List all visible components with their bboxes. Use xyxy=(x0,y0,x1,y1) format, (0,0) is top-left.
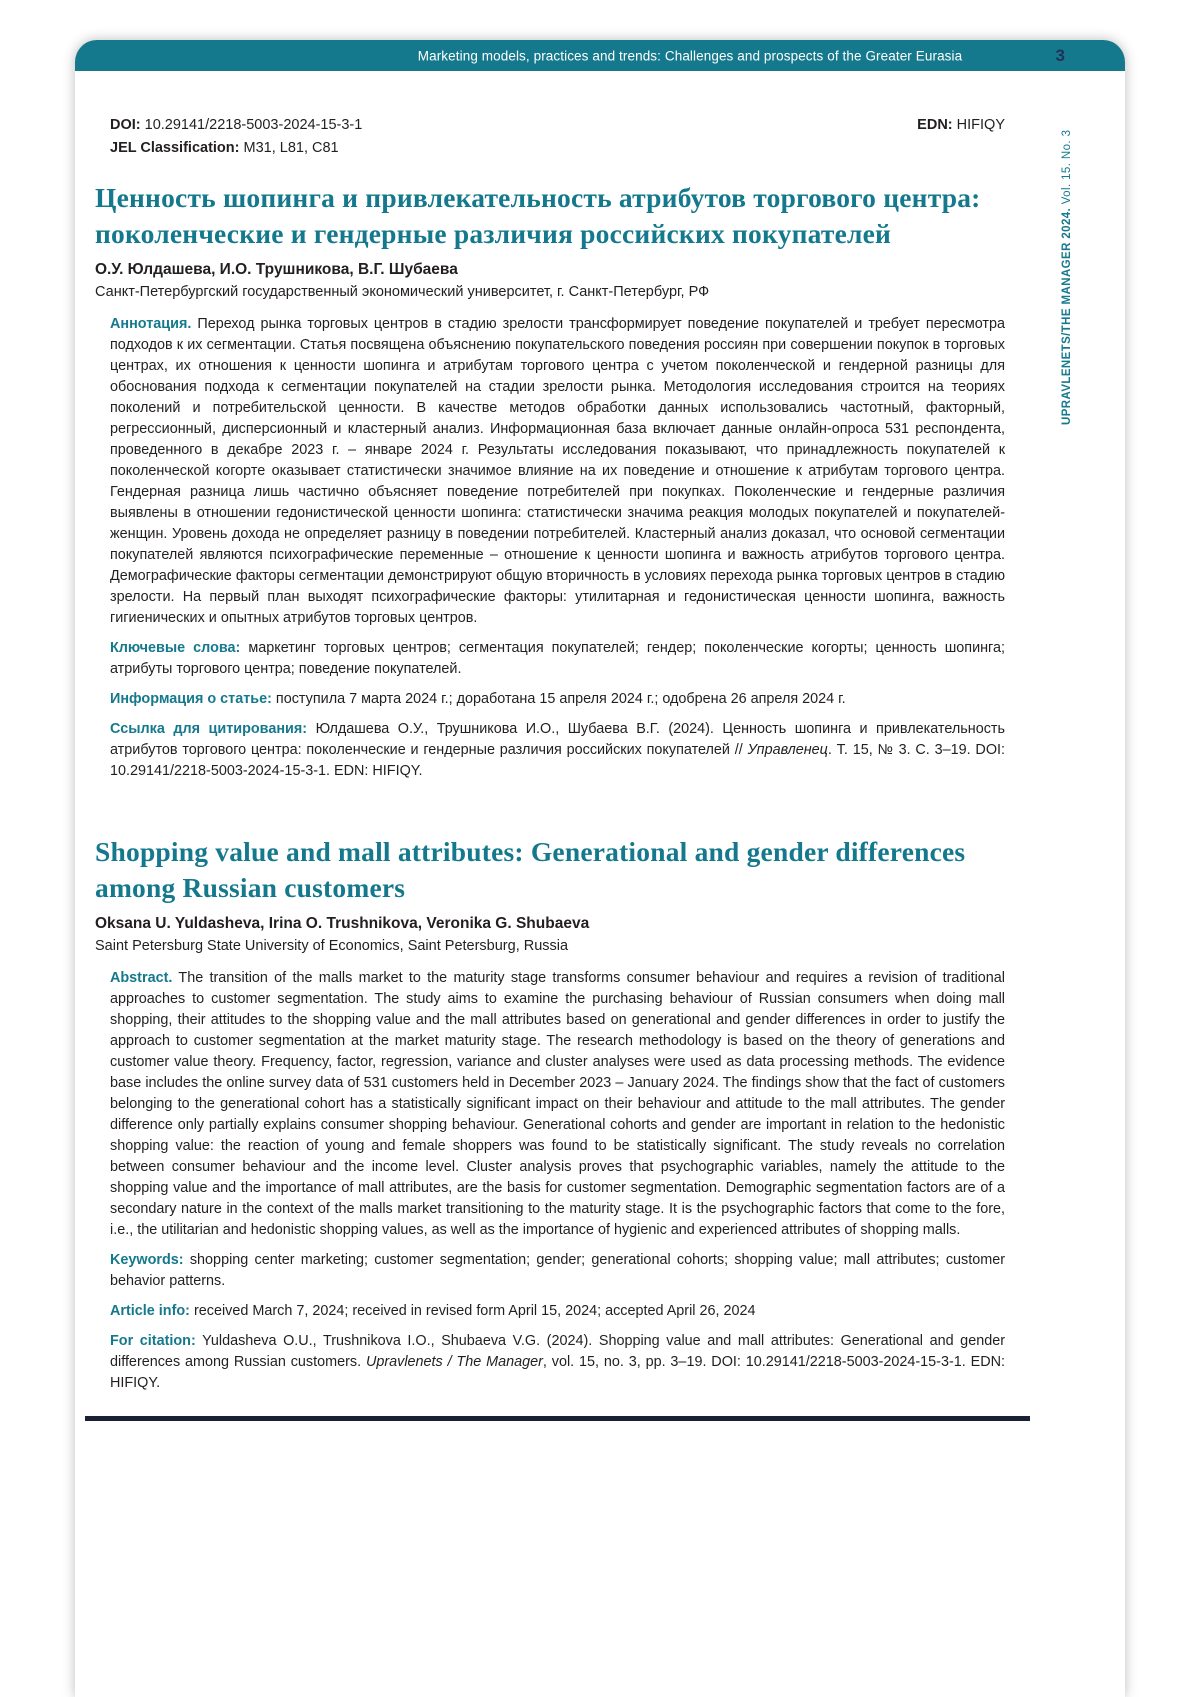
citation-ru-post: . Т. 15, № 3. С. 3–19. DOI: 10.29141/2218-5003-2024-15-3-1. EDN: HIFIQY. xyxy=(110,742,1006,780)
citation-ru-journal: Управленец xyxy=(747,742,828,759)
abstract-ru-label: Аннотация. xyxy=(110,315,192,332)
doi-label: DOI: xyxy=(110,117,141,133)
footer-rule xyxy=(85,1416,1030,1421)
jel-label: JEL Classification: xyxy=(110,140,240,156)
jel-value: M31, L81, C81 xyxy=(243,140,339,156)
keywords-ru-label: Ключевые слова: xyxy=(110,639,241,656)
edn-label: EDN: xyxy=(917,117,953,133)
keywords-en xyxy=(110,1250,1005,1292)
journal-issue: Vol. 15. No. 3 xyxy=(1061,129,1073,208)
citation-en-label: For citation: xyxy=(110,1333,196,1350)
running-head xyxy=(75,40,1125,71)
keywords-ru xyxy=(110,638,1005,680)
authors-ru: О.У. Юлдашева, И.О. Трушникова, В.Г. Шубаева xyxy=(95,260,458,278)
abstract-ru-text: Переход рынка торговых центров в стадию зрелости трансформирует поведение покупателей и требует пересмотра подходов к их сегментации. Статья посвящена объяснению покупательского поведения россиян при совершении покупок в торговых центрах, их отношения к ценности шопинга и атрибутам торгового центра с учетом поколенческой и гендерной разницы для обоснования подхода к сегментации покупателей на стадии зрелости рынка. Методология исследования строится на теориях поколений и потребительской ценности. В качестве методов обработки данных использовались частотный, факторный, регрессионный, дисперсионный и кластерный анализ. Информационная база включает данные онлайн-опроса 531 респондента, проведенного в декабре 2023 г. – январе 2024 г. Результаты исследования показывают, что принадлежность покупателей к поколенческой когорте оказывает статистически значимое влияние на их поведение и отношение к атрибутам торгового центра. Гендерная разница лишь частично объясняет поведение потребителей при покупках. Поколенческие и гендерные различия выявлены в отношении гедонистической ценности шопинга: статистически значима реакция молодых покупателей и покупателей-женщин. Уровень дохода не определяет разницу в поведении потребителей. Кластерный анализ доказал, что основой сегментации покупателей являются психографические переменные – отношение к ценности шопинга и важность атрибутов торгового центра. Демографические факторы сегментации демонстрируют общую вторичность в условиях перехода рынка торговых центров в стадию зрелости. На первый план выходят психографические факторы: утилитарная и гедонистическая ценности шопинга, важность гигиенических и опытных атрибутов торговых центров. xyxy=(110,315,1006,626)
article-info-en-text: received March 7, 2024; received in revised form April 15, 2024; accepted April 26, 2024 xyxy=(193,1303,756,1320)
citation-ru-label: Ссылка для цитирования: xyxy=(110,721,308,738)
title-en: Shopping value and mall attributes: Generational and gender differences among Russian customers xyxy=(95,836,966,903)
abstract-en-label: Abstract. xyxy=(110,969,173,986)
article-first-page xyxy=(75,117,1125,1421)
edn-value: HIFIQY xyxy=(956,117,1005,133)
doi xyxy=(110,117,362,133)
keywords-en-label: Keywords: xyxy=(110,1252,184,1269)
keywords-ru-text: маркетинг торговых центров; сегментация покупателей; гендер; поколенческие когорты; ценность шопинга; атрибуты торгового центра; поведение покупателей. xyxy=(110,639,1005,677)
running-head-title: Marketing models, practices and trends: Challenges and prospects of the Greater Eurasia xyxy=(417,48,963,63)
doi-edn-row xyxy=(110,117,1005,133)
citation-en-pre: Yuldasheva O.U., Trushnikova I.O., Shubaeva V.G. (2024). Shopping value and mall attributes: Generational and gender differences among Russian customers. xyxy=(110,1333,1005,1371)
abstract-ru xyxy=(110,314,1005,629)
article-info-ru-text: поступила 7 марта 2024 г.; доработана 15 апреля 2024 г.; одобрена 26 апреля 2024 г. xyxy=(275,691,846,708)
article-info-en xyxy=(110,1301,1005,1322)
edn xyxy=(917,117,1005,133)
affiliation-ru: Санкт-Петербургский государственный экономический университет, г. Санкт-Петербург, РФ xyxy=(95,283,710,300)
article-info-ru-label: Информация о статье: xyxy=(110,691,272,708)
title-ru: Ценность шопинга и привлекательность атрибутов торгового центра: поколенческие и гендерные различия российских покупателей xyxy=(95,182,981,249)
citation-en xyxy=(110,1331,1005,1394)
article-info-ru xyxy=(110,689,1005,710)
citation-en-journal: Upravlenets / The Manager xyxy=(365,1354,543,1371)
page-number: 3 xyxy=(1055,45,1065,65)
journal-name: UPRAVLENETS/THE MANAGER 2024. xyxy=(1061,207,1073,425)
journal-page xyxy=(75,40,1125,1697)
abstract-en xyxy=(110,968,1005,1241)
citation-ru xyxy=(110,719,1005,782)
doi-value: 10.29141/2218-5003-2024-15-3-1 xyxy=(144,117,363,133)
authors-en: Oksana U. Yuldasheva, Irina O. Trushnikova, Veronika G. Shubaeva xyxy=(95,914,590,932)
citation-ru-pre: Юлдашева О.У., Трушникова И.О., Шубаева В.Г. (2024). Ценность шопинга и привлекательность атрибутов торгового центра: поколенческие и гендерные различия российских покупателей // xyxy=(110,721,1005,759)
keywords-en-text: shopping center marketing; customer segmentation; gender; generational cohorts; shopping value; mall attributes; customer behavior patterns. xyxy=(110,1252,1005,1290)
jel xyxy=(110,140,1005,156)
citation-en-post: , vol. 15, no. 3, pp. 3–19. DOI: 10.29141/2218-5003-2024-15-3-1. EDN: HIFIQY. xyxy=(110,1354,1006,1392)
affiliation-en: Saint Petersburg State University of Economics, Saint Petersburg, Russia xyxy=(95,937,569,954)
article-info-en-label: Article info: xyxy=(110,1303,190,1320)
abstract-en-text: The transition of the malls market to the maturity stage transforms consumer behaviour and requires a revision of traditional approaches to customer segmentation. The study aims to examine the purchasing behaviour of Russian consumers when doing mall shopping, their attitudes to the shopping value and the mall attributes based on generational and gender differences in order to justify the approach to customer segmentation at the market maturity stage. The research methodology is based on the theory of generations and customer value theory. Frequency, factor, regression, variance and cluster analyses were used as data processing methods. The evidence base includes the online survey data of 531 customers held in December 2023 – January 2024. The findings show that the fact of customers belonging to the generational cohort has a statistically significant impact on their behaviour and attitude to the mall attributes. The gender difference only partially explains consumer shopping behaviour. Generational cohorts and gender are important in relation to the hedonistic shopping value: the reaction of young and female shoppers was found to be statistically significant. The study reveals no correlation between consumer behaviour and the income level. Cluster analysis proves that psychographic variables, namely the attitude to the shopping value and the importance of mall attributes, are the basis for customer segmentation. Demographic segmentation factors are of a secondary nature in the context of the malls market transitioning to the maturity stage. It is the psychographic factors that come to the fore, i.e., the utilitarian and hedonistic shopping values, as well as the importance of hygienic and experienced attributes of shopping malls. xyxy=(110,969,1005,1239)
article-meta xyxy=(110,117,1005,156)
